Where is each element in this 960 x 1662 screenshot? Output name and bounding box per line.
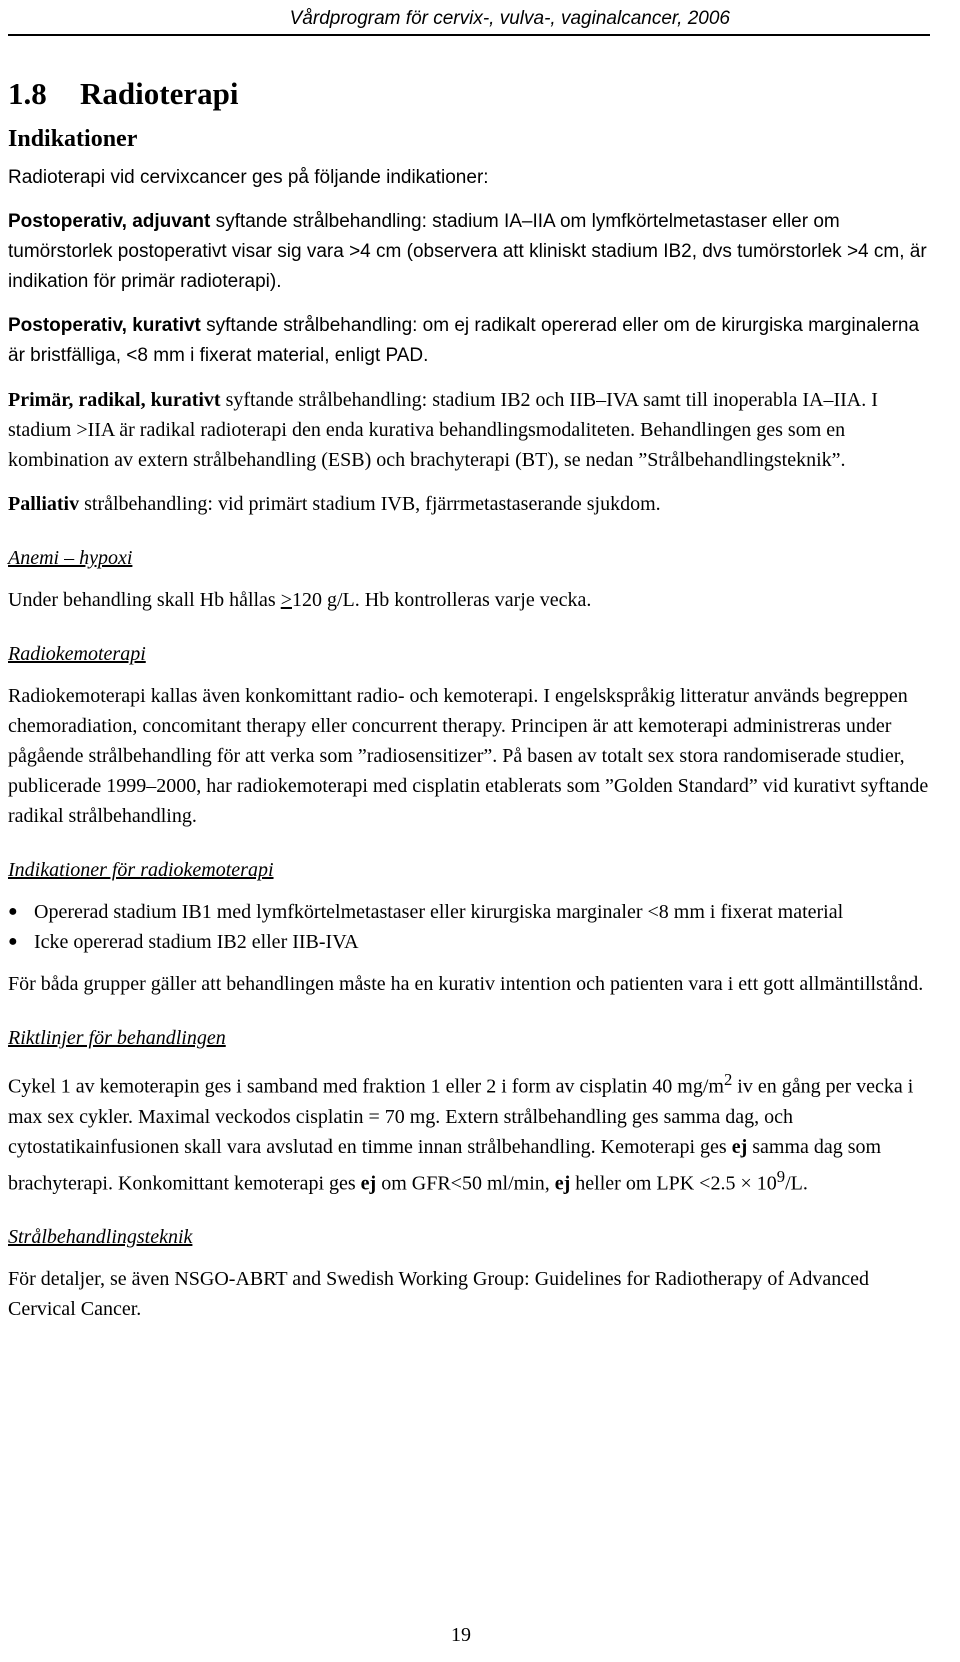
list-item: ● Icke opererad stadium IB2 eller IIB-IVA: [8, 927, 930, 957]
guidelines-text: Cykel 1 av kemoterapin ges i samband med fraktion 1 eller 2 i form av cisplatin 40 $mg/m^2$ iv en gång per vecka i max sex cykler. Maximal veckodos cisplatin = 70 mg. Extern strålbehandling ges samma dag, och cytostatikainfusionen skall vara avslutad en timme innan strålbehandling. Kemoterapi ges ej samma dag som brachyterapi. Konkomittant kemoterapi ges ej om GFR<50 ml/min, ej heller om LPK $<2.5 \times 10^9/L$.: [8, 1069, 914, 1195]
page-content: [8, 75, 930, 1338]
page-number: 19: [451, 1624, 471, 1646]
bullet-icon: ●: [8, 902, 18, 920]
indication-label: Postoperativ, adjuvant: [8, 210, 211, 232]
indication-label: Primär, radikal, kurativt: [8, 388, 221, 411]
indication-label: Palliativ: [8, 492, 80, 515]
chemoradiation-text: Radiokemoterapi kallas även konkomittant radio- och kemoterapi. I engelskspråkig litteratur används begreppen chemoradiation, concomitant therapy eller concurrent therapy. Principen är att kemoterapi administreras under pågående strålbehandling för att verka som ”radiosensitizer”. På basen av totalt sex stora randomiserade studier, publicerade 1999–2000, har radiokemoterapi med cisplatin etablerats som ”Golden Standard” vid kurativt syftande radikal strålbehandling.: [8, 684, 929, 827]
chemo-indications-note: För båda grupper gäller att behandlingen måste ha en kurativ intention och patienten vara i ett gott allmäntillstånd.: [8, 972, 924, 995]
anemia-heading: Anemi – hypoxi: [8, 546, 133, 569]
section-title: Radioterapi: [80, 76, 239, 111]
indication-postop-adjuvant: Postoperativ, adjuvant syftande strålbehandling: stadium IA–IIA om lymfkörtelmetastaser eller om tumörstorlek postoperativt visar sig vara >4 cm (observera att kliniskt stadium IB2, dvs tumörstorlek >4 cm, är indikation för primär radioterapi).: [8, 210, 927, 292]
section-number: 1.8: [8, 76, 47, 111]
indications-heading: Indikationer: [8, 125, 138, 152]
chemo-indications-heading: Indikationer för radiokemoterapi: [8, 858, 274, 881]
list-item: ● Opererad stadium IB1 med lymfkörtelmetastaser eller kirurgiska marginaler <8 mm i fixerat material: [8, 897, 930, 927]
indication-postop-curative: Postoperativ, kurativt syftande strålbehandling: om ej radikalt opererad eller om de kirurgiska marginalerna är bristfälliga, <8 mm i fixerat material, enligt PAD.: [8, 314, 920, 366]
technique-text: För detaljer, se även NSGO-ABRT and Swedish Working Group: Guidelines for Radiotherapy of Advanced Cervical Cancer.: [8, 1268, 870, 1321]
header-rule: [8, 34, 930, 36]
indication-label: Postoperativ, kurativt: [8, 314, 201, 336]
hb-threshold-symbol: >: [280, 588, 292, 611]
indication-primary-radical: Primär, radikal, kurativt syftande strålbehandling: stadium IB2 och IIB–IVA samt till inoperabla IA–IIA. I stadium >IIA är radikal radioterapi den enda kurativa behandlingsmodaliteten. Behandlingen ges som en kombination av extern strålbehandling (ESB) och brachyterapi (BT), se nedan ”Strålbehandlingsteknik”.: [8, 388, 878, 471]
running-header: Vårdprogram för cervix-, vulva-, vaginalcancer, 2006: [289, 8, 730, 29]
indication-palliative: Palliativ strålbehandling: vid primärt stadium IVB, fjärrmetastaserande sjukdom.: [8, 492, 661, 515]
chemoradiation-heading: Radiokemoterapi: [8, 642, 146, 665]
section-heading: [8, 75, 930, 114]
indications-intro: Radioterapi vid cervixcancer ges på följande indikationer:: [8, 166, 489, 188]
bullet-icon: ●: [8, 932, 18, 950]
technique-heading: Strålbehandlingsteknik: [8, 1226, 193, 1249]
guidelines-heading: Riktlinjer för behandlingen: [8, 1026, 226, 1049]
anemia-text: Under behandling skall Hb hållas >120 g/L. Hb kontrolleras varje vecka.: [8, 588, 592, 611]
chemo-indications-list: [8, 897, 930, 957]
